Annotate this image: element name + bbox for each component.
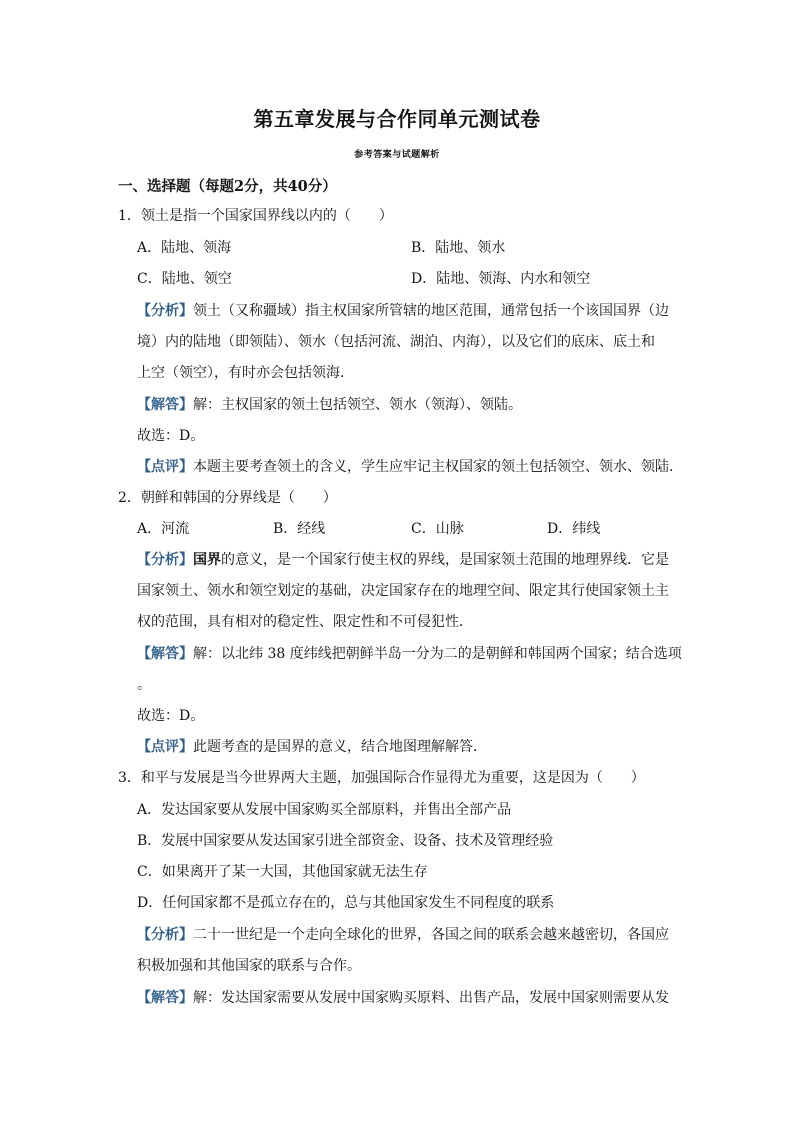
page-subtitle: 参考答案与试题解析 (354, 150, 440, 160)
q2-option-b: B．经线 (273, 521, 326, 537)
q2-option-c: C．山脉 (411, 521, 464, 537)
q3-option-b: B．发展中国家要从发达国家引进全部资金、设备、技术及管理经验 (137, 833, 554, 849)
q3-analysis-line-2: 积极加强和其他国家的联系与合作。 (137, 958, 361, 974)
q3-answer-tag: 【解答】 (137, 990, 193, 1006)
q2-analysis-tag: 【分析】 (137, 552, 193, 568)
q3-analysis-tag: 【分析】 (137, 927, 193, 943)
q2-answer-line-1 (137, 644, 682, 664)
q1-analysis-tag: 【分析】 (137, 303, 193, 319)
q3-answer-line-1 (137, 988, 669, 1008)
q3-analysis-text-1: 二十一世纪是一个走向全球化的世界，各国之间的联系会越来越密切，各国应 (193, 927, 669, 943)
q2-analysis-line-2: 国家领土、领水和领空划定的基础，决定国家存在的地理空间、限定其行使国家领土主 (137, 583, 669, 599)
q1-comment-tag: 【点评】 (137, 459, 193, 475)
q2-analysis-line-3: 权的范围，具有相对的稳定性、限定性和不可侵犯性． (137, 614, 473, 630)
q2-analysis-text-1: 的意义，是一个国家行使主权的界线，是国家领土范围的地理界线．它是 (221, 552, 669, 568)
q1-option-c: C．陆地、领空 (137, 271, 232, 287)
q1-option-a: A．陆地、领海 (137, 240, 232, 256)
q1-answer-text: 解：主权国家的领土包括领空、领水（领海）、领陆。 (193, 397, 522, 413)
q3-stem: 3．和平与发展是当今世界两大主题，加强国际合作显得尤为重要，这是因为（ ） (118, 770, 645, 786)
q2-answer-line-2: 。 (137, 677, 151, 693)
q2-choose: 故选：D。 (137, 708, 205, 724)
q2-comment-text: 此题考查的是国界的意义，结合地图理解解答． (193, 739, 487, 755)
q2-option-a: A．河流 (137, 521, 190, 537)
q1-choose: 故选：D。 (137, 428, 205, 444)
q1-answer-tag: 【解答】 (137, 397, 193, 413)
q3-option-d: D．任何国家都不是孤立存在的，总与其他国家发生不同程度的联系 (137, 895, 555, 911)
q1-analysis-line-3: 上空（领空），有时亦会包括领海． (137, 365, 354, 381)
q2-option-d: D．纬线 (547, 521, 601, 537)
page-title: 第五章发展与合作同单元测试卷 (253, 107, 541, 131)
q3-option-c: C．如果离开了某一大国，其他国家就无法生存 (137, 864, 428, 880)
q2-analysis-bold: 国界 (193, 552, 221, 568)
q2-comment-line (137, 737, 487, 757)
q1-option-d: D．陆地、领海、内水和领空 (411, 271, 591, 287)
q3-analysis-line-1 (137, 925, 669, 945)
q2-answer-tag: 【解答】 (137, 646, 193, 662)
q2-answer-text-1: 解：以北纬 38 度纬线把朝鲜半岛一分为二的是朝鲜和韩国两个国家；结合选项 (193, 646, 682, 662)
q3-option-a: A．发达国家要从发展中国家购买全部原料，并售出全部产品 (137, 802, 512, 818)
q2-comment-tag: 【点评】 (137, 739, 193, 755)
q1-analysis-line-2: 境）内的陆地（即领陆）、领水（包括河流、湖泊、内海），以及它们的底床、底土和 (137, 334, 655, 350)
section-heading: 一、选择题（每题2分，共40分） (118, 178, 337, 195)
q2-analysis-line-1 (137, 550, 669, 570)
q1-answer-line (137, 395, 522, 415)
q1-option-b: B．陆地、领水 (411, 240, 506, 256)
q3-answer-text-1: 解：发达国家需要从发展中国家购买原料、出售产品，发展中国家则需要从发 (193, 990, 669, 1006)
q1-analysis-text-1: 领土（又称疆域）指主权国家所管辖的地区范围，通常包括一个该国国界（边 (193, 303, 669, 319)
q1-analysis-line-1 (137, 301, 669, 321)
q1-comment-text: 本题主要考查领土的含义，学生应牢记主权国家的领土包括领空、领水、领陆． (193, 459, 683, 475)
q2-stem: 2．朝鲜和韩国的分界线是（ ） (118, 490, 337, 506)
q1-comment-line (137, 457, 683, 477)
q1-stem: 1．领土是指一个国家国界线以内的（ ） (118, 208, 393, 224)
